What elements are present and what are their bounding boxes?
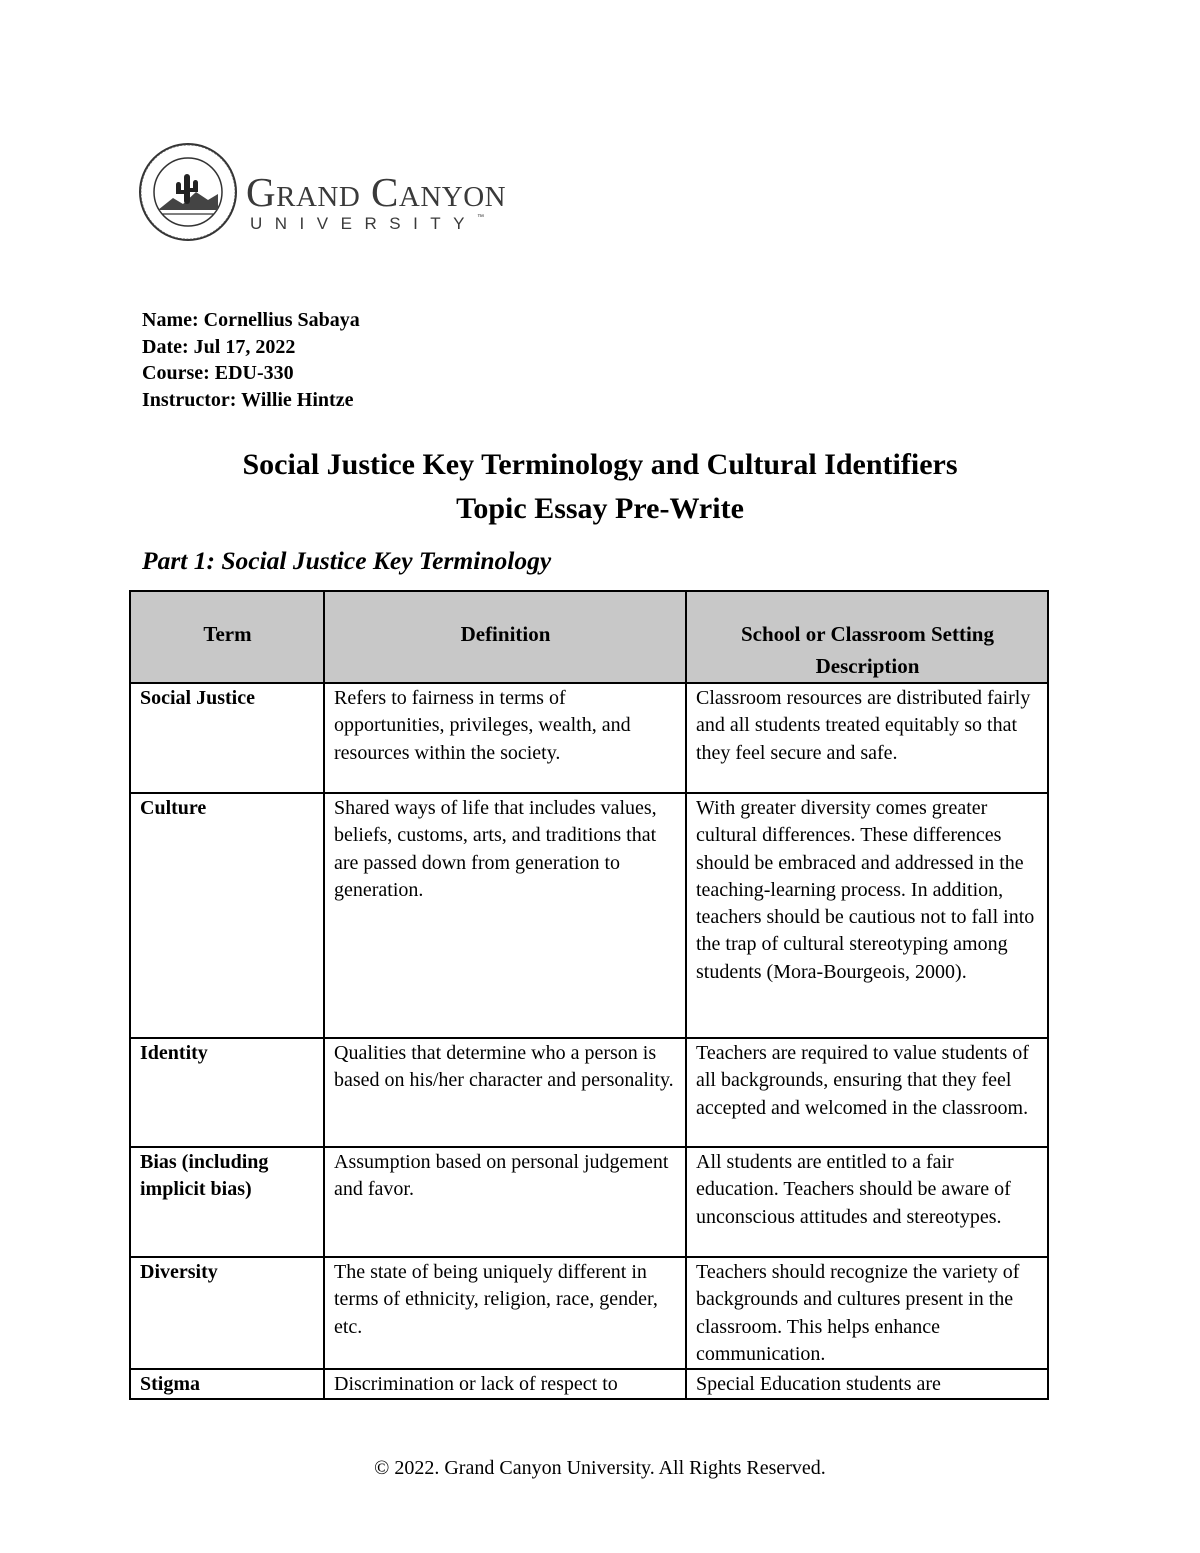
title-line-2: Topic Essay Pre-Write [456,492,744,525]
description-cell: Special Education students are [686,1369,1048,1399]
description-cell: All students are entitled to a fair education. Teachers should be aware of unconscious attitudes and stereotypes. [686,1147,1048,1257]
table-row [130,1038,1048,1147]
table-row [130,793,1048,1038]
table-header-row [130,591,1048,683]
university-seal-icon [138,142,238,242]
definition-cell: Qualities that determine who a person is based on his/her character and personality. [324,1038,686,1147]
student-name: Name: Cornellius Sabaya [142,309,360,331]
table-row [130,1147,1048,1257]
definition-cell: Refers to fairness in terms of opportunities, privileges, wealth, and resources within the society. [324,683,686,793]
header-term: Term [130,591,324,683]
definition-cell: Discrimination or lack of respect to [324,1369,686,1399]
term-cell: Bias (including implicit bias) [130,1147,324,1257]
description-cell: Classroom resources are distributed fairly and all students treated equitably so that they feel secure and safe. [686,683,1048,793]
student-info [142,307,360,413]
definition-cell: The state of being uniquely different in terms of ethnicity, religion, race, gender, etc. [324,1257,686,1369]
terminology-table [129,590,1049,1400]
description-cell: With greater diversity comes greater cultural differences. These differences should be embraced and addressed in the teaching-learning process. In addition, teachers should be cautious not to fall into the trap of cultural stereotyping among students (Mora-Bourgeois, 2000). [686,793,1048,1038]
header-description: School or Classroom Setting Description [686,591,1048,683]
copyright-footer: © 2022. Grand Canyon University. All Rights Reserved. [374,1457,826,1479]
term-cell: Identity [130,1038,324,1147]
part-heading: Part 1: Social Justice Key Terminology [142,546,552,575]
university-logo [138,142,598,242]
term-cell: Diversity [130,1257,324,1369]
definition-cell: Assumption based on personal judgement and favor. [324,1147,686,1257]
university-subtitle: UNIVERSITY™ [250,214,485,233]
table-row [130,683,1048,793]
table-row [130,1257,1048,1369]
term-cell: Stigma [130,1369,324,1399]
description-cell: Teachers should recognize the variety of backgrounds and cultures present in the classroom. This helps enhance communication. [686,1257,1048,1369]
document-title [0,443,1200,531]
instructor-name: Instructor: Willie Hintze [142,388,354,411]
term-cell: Culture [130,793,324,1038]
header-definition: Definition [324,591,686,683]
description-cell: Teachers are required to value students of all backgrounds, ensuring that they feel accepted and welcomed in the classroom. [686,1038,1048,1147]
definition-cell: Shared ways of life that includes values, beliefs, customs, arts, and traditions that are passed down from generation to generation. [324,793,686,1038]
term-cell: Social Justice [130,683,324,793]
course-code: Course: EDU-330 [142,362,294,384]
university-name: Grand Canyon [246,169,507,215]
table-row [130,1369,1048,1399]
title-line-1: Social Justice Key Terminology and Cultural Identifiers [242,448,958,481]
submission-date: Date: Jul 17, 2022 [142,335,296,358]
